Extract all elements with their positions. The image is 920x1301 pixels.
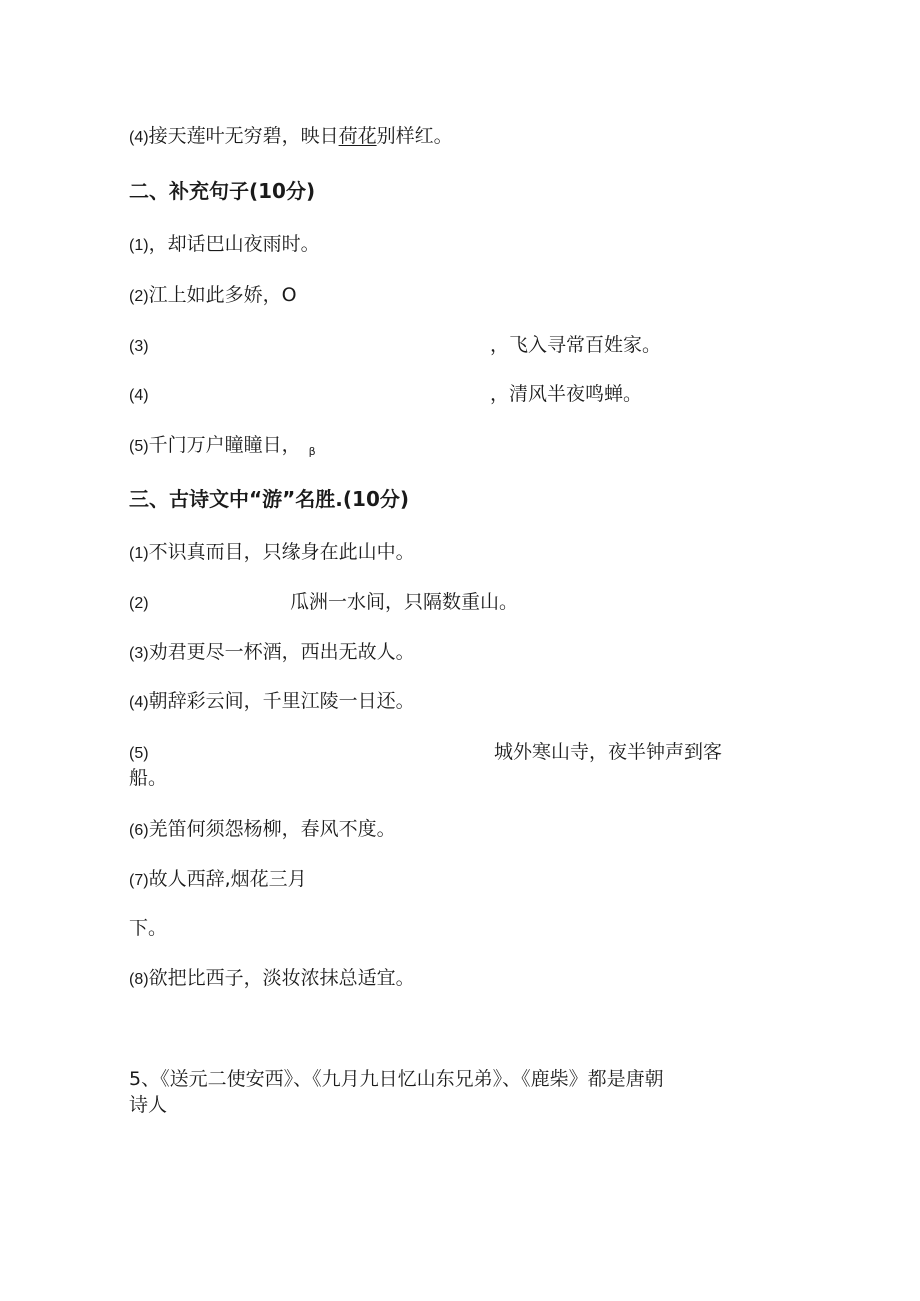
item-number: (4) <box>129 694 149 711</box>
item-number: (5) <box>129 438 149 455</box>
fill-item-2-3-text: ，飞入寻常百姓家。 <box>490 334 662 356</box>
poem-item-3-6 <box>129 817 396 843</box>
question-5-line-2: 诗人 <box>129 1094 168 1116</box>
item-number: (1) <box>129 545 149 562</box>
poem-item-3-2 <box>129 590 149 616</box>
line-text: 欲把比西子，淡妆浓抹总适宜。 <box>148 967 415 989</box>
fill-item-2-1 <box>129 232 320 258</box>
line-text: 接天莲叶无穷碧，映日 <box>148 125 339 147</box>
item-number: (7) <box>129 872 149 889</box>
item-number: (4) <box>129 387 149 404</box>
item-number: (4) <box>129 129 149 146</box>
item-number: (3) <box>129 645 149 662</box>
poem-item-3-2-text: 瓜洲一水间，只隔数重山。 <box>290 591 519 613</box>
poem-item-3-5-continuation: 船。 <box>129 767 168 789</box>
line-text-end: 别样红。 <box>376 125 453 147</box>
fill-item-2-4 <box>129 382 149 408</box>
item-number: (2) <box>129 595 149 612</box>
fill-item-2-3 <box>129 333 149 359</box>
line-text: 江上如此多娇，O <box>148 284 297 306</box>
line-text: 故人西辞,烟花三月 <box>148 868 307 890</box>
line-text: 劝君更尽一杯酒，西出无故人。 <box>148 641 415 663</box>
poem-item-3-5 <box>129 740 149 766</box>
item-number: (6) <box>129 822 149 839</box>
line-text: ，却话巴山夜雨时。 <box>148 233 320 255</box>
underlined-word: 荷花 <box>338 125 377 147</box>
line-text: 千门万户瞳瞳日， <box>148 434 301 456</box>
item-number: (3) <box>129 338 149 355</box>
stray-mark: β <box>308 445 316 458</box>
poem-item-3-8 <box>129 966 415 992</box>
line-text: 不识真而目，只缘身在此山中。 <box>148 541 415 563</box>
poem-item-3-1 <box>129 540 415 566</box>
fill-item-2-5 <box>129 433 316 464</box>
item-number: (8) <box>129 971 149 988</box>
line-text: 羌笛何须怨杨柳，春风不度。 <box>148 818 396 840</box>
fill-item-2-2 <box>129 283 297 309</box>
poem-line-1-4 <box>129 124 453 150</box>
section-heading-3: 三、古诗文中“游”名胜.(10分) <box>129 487 409 511</box>
fill-item-2-4-text: ，清风半夜鸣蝉。 <box>490 383 643 405</box>
question-5-line-1: 5、《送元二使安西》、《九月九日忆山东兄弟》、《鹿柴》都是唐朝 <box>129 1068 664 1090</box>
poem-item-3-7 <box>129 867 307 893</box>
item-number: (5) <box>129 745 149 762</box>
poem-item-3-7-continuation: 下。 <box>129 917 168 939</box>
item-number: (2) <box>129 288 149 305</box>
poem-item-3-3 <box>129 640 415 666</box>
poem-item-3-4 <box>129 689 415 715</box>
item-number: (1) <box>129 237 149 254</box>
line-text: 朝辞彩云间，千里江陵一日还。 <box>148 690 415 712</box>
section-heading-2: 二、补充句子(10分) <box>129 179 316 203</box>
poem-item-3-5-text: 城外寒山寺，夜半钟声到客 <box>494 741 723 763</box>
